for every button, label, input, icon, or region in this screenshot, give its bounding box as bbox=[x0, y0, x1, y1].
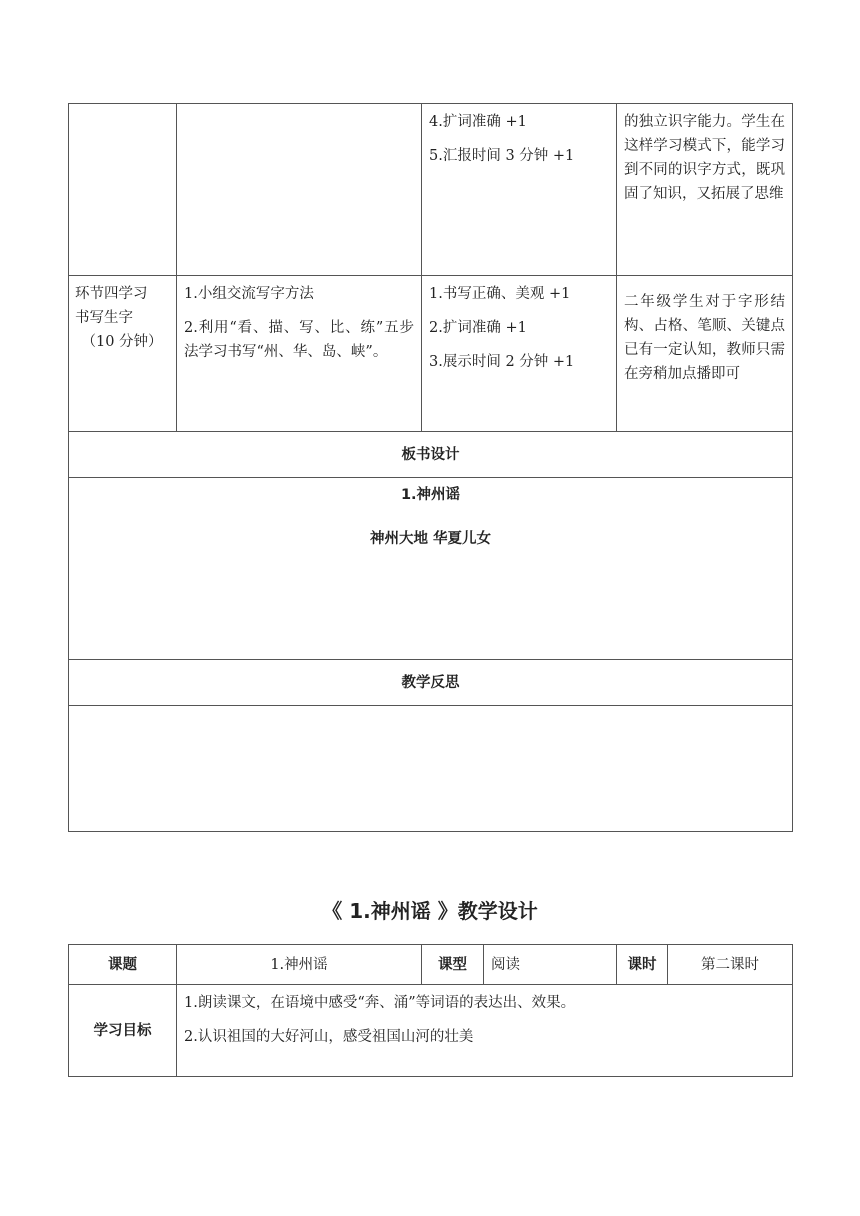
criteria-item: 1.书写正确、美观 +1 bbox=[429, 286, 571, 302]
lesson-info-table bbox=[68, 944, 793, 1077]
table-row bbox=[69, 660, 793, 706]
table-row bbox=[69, 706, 793, 832]
reflection-cell bbox=[69, 706, 793, 832]
type-value: 阅读 bbox=[484, 945, 617, 985]
table-row bbox=[69, 478, 793, 660]
page-title: 《 1.神州谣 》教学设计 bbox=[322, 899, 538, 923]
criteria-item: 5.汇报时间 3 分钟 +1 bbox=[429, 148, 575, 164]
activity-item: 2.利用“看、描、写、比、练”五步法学习书写“州、华、岛、峡”。 bbox=[184, 320, 414, 360]
table-cell bbox=[177, 276, 422, 432]
table-row bbox=[69, 432, 793, 478]
criteria-item: 3.展示时间 2 分钟 +1 bbox=[429, 354, 575, 370]
stage-duration: （10 分钟） bbox=[81, 334, 163, 350]
design-intent-text: 二年级学生对于字形结构、占格、笔顺、关键点已有一定认知，教师只需在旁稍加点播即可 bbox=[624, 294, 785, 382]
table-cell bbox=[177, 104, 422, 276]
stage-name-line: 书写生字 bbox=[75, 310, 133, 326]
activity-item: 1.小组交流写字方法 bbox=[184, 286, 314, 302]
topic-label: 课题 bbox=[69, 945, 177, 985]
table-row bbox=[69, 276, 793, 432]
stage-name-line: 环节四学习 bbox=[75, 286, 148, 302]
table-cell bbox=[422, 276, 617, 432]
lesson-plan-table bbox=[68, 103, 793, 832]
table-cell bbox=[617, 276, 793, 432]
period-value: 第二课时 bbox=[668, 945, 793, 985]
goals-label: 学习目标 bbox=[69, 985, 177, 1077]
type-label: 课型 bbox=[422, 945, 484, 985]
table-cell bbox=[69, 276, 177, 432]
board-design-line: 1.神州谣 bbox=[400, 487, 461, 503]
goal-item: 1.朗读课文，在语境中感受“奔、涌”等词语的表达出、效果。 bbox=[184, 995, 576, 1011]
table-cell bbox=[617, 104, 793, 276]
goal-item: 2.认识祖国的大好河山，感受祖国山河的壮美 bbox=[184, 1029, 474, 1045]
table-cell bbox=[422, 104, 617, 276]
design-intent-text: 的独立识字能力。学生在这样学习模式下，能学习到不同的识字方式，既巩固了知识，又拓展了思维 bbox=[624, 114, 785, 202]
board-design-line: 神州大地 华夏儿女 bbox=[369, 531, 492, 547]
reflection-header: 教学反思 bbox=[69, 660, 793, 706]
table-row bbox=[69, 985, 793, 1077]
board-design-cell bbox=[69, 478, 793, 660]
criteria-item: 2.扩词准确 +1 bbox=[429, 320, 527, 336]
period-label: 课时 bbox=[617, 945, 668, 985]
table-cell bbox=[69, 104, 177, 276]
board-design-header: 板书设计 bbox=[69, 432, 793, 478]
table-row bbox=[69, 104, 793, 276]
table-row bbox=[69, 945, 793, 985]
goals-cell bbox=[177, 985, 793, 1077]
criteria-item: 4.扩词准确 +1 bbox=[429, 114, 527, 130]
topic-value: 1.神州谣 bbox=[177, 945, 422, 985]
